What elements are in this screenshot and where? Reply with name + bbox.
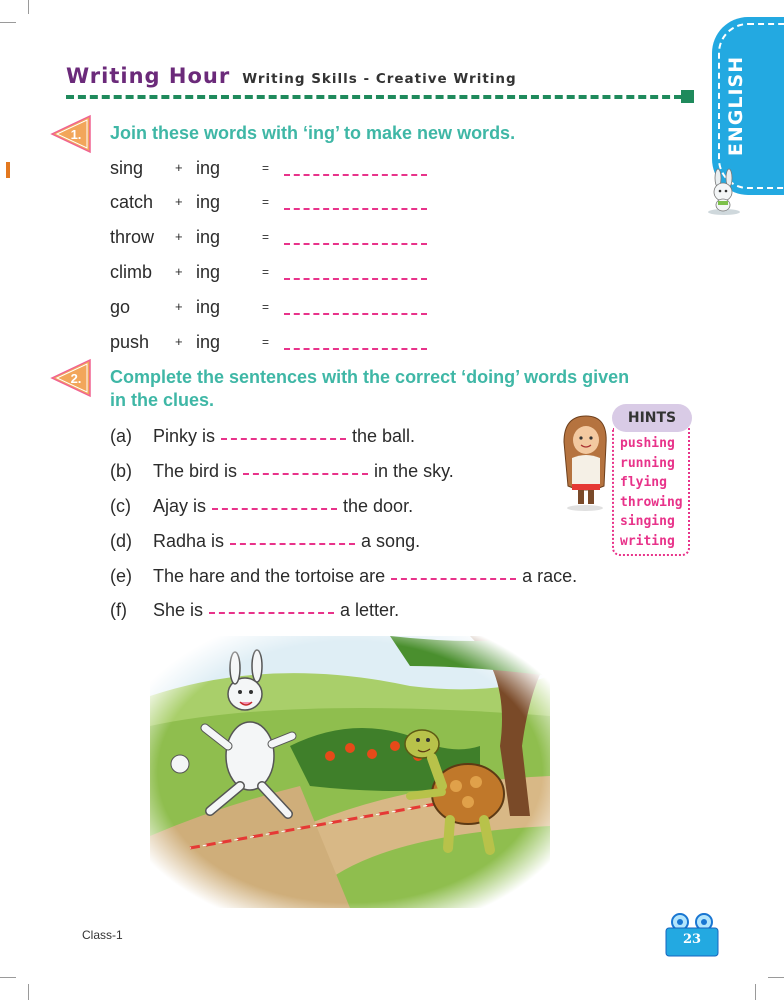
subject-tab-label: ENGLISH: [725, 55, 747, 157]
plus-sign: +: [175, 229, 183, 244]
sentence: [153, 597, 399, 623]
suffix: ing: [196, 297, 221, 317]
doll-mascot-icon: [556, 412, 614, 512]
question-2-instruction: [110, 366, 629, 412]
sentence: [153, 563, 577, 589]
bunny-mascot-icon: [704, 168, 744, 216]
sentence-start: She is: [153, 600, 204, 620]
sentence: [153, 423, 415, 449]
equals-sign: =: [262, 265, 270, 279]
sentence-end: the ball.: [352, 426, 416, 446]
suffix: ing: [196, 227, 221, 247]
plus-sign: +: [175, 194, 183, 209]
sentence-start: Ajay is: [153, 496, 207, 516]
sentence-end: a letter.: [340, 600, 400, 620]
hint-word: flying: [620, 475, 667, 490]
sentence: [153, 493, 413, 519]
crop-mark: [0, 22, 16, 23]
hints-title: HINTS: [612, 404, 692, 432]
answer-blank[interactable]: [230, 543, 355, 545]
answer-blank[interactable]: [284, 278, 427, 280]
answer-blank[interactable]: [221, 438, 346, 440]
base-word: sing: [110, 158, 144, 178]
question-1-badge: [50, 112, 94, 156]
crop-mark: [755, 984, 756, 1000]
plus-sign: +: [175, 264, 183, 279]
equals-sign: =: [262, 161, 270, 175]
sentence-end: a song.: [361, 531, 421, 551]
answer-blank[interactable]: [209, 612, 334, 614]
answer-blank[interactable]: [284, 208, 427, 210]
sentence: [153, 458, 454, 484]
question-2-badge: [50, 356, 94, 400]
sentence-start: Radha is: [153, 531, 225, 551]
plus-sign: +: [175, 160, 183, 175]
question-1-instruction: Join these words with ‘ing’ to make new words.: [110, 123, 516, 143]
equals-sign: =: [262, 230, 270, 244]
hint-word: writing: [620, 533, 675, 549]
instruction-line: Complete the sentences with the correct ‘doing’ words given: [110, 367, 630, 387]
equals-sign: =: [262, 300, 270, 314]
instruction-line: in the clues.: [110, 390, 215, 410]
answer-blank[interactable]: [212, 508, 337, 510]
base-word: go: [110, 297, 131, 317]
suffix: ing: [196, 192, 221, 212]
page-subtitle: Writing Skills - Creative Writing: [242, 71, 517, 87]
sentence: [153, 528, 420, 554]
item-letter: (d): [110, 531, 132, 551]
answer-blank[interactable]: [284, 313, 427, 315]
equals-sign: =: [262, 335, 270, 349]
item-letter: (c): [110, 496, 131, 516]
base-word: push: [110, 332, 150, 352]
answer-blank[interactable]: [284, 243, 427, 245]
suffix: ing: [196, 158, 221, 178]
item-letter: (a): [110, 426, 132, 446]
item-letter: (b): [110, 461, 132, 481]
hint-word: pushing: [620, 436, 675, 451]
hare-tortoise-illustration: [150, 636, 550, 908]
sentence-end: the door.: [343, 496, 414, 516]
item-letter: (f): [110, 600, 127, 620]
plus-sign: +: [175, 334, 183, 349]
sentence-end: in the sky.: [374, 461, 454, 481]
divider-end-square: [681, 90, 694, 103]
sentence-start: The hare and the tortoise are: [153, 566, 386, 586]
base-word: throw: [110, 227, 155, 247]
answer-blank[interactable]: [284, 174, 427, 176]
question-1-number: 1.: [70, 127, 82, 142]
crop-mark: [768, 977, 784, 978]
page-title: Writing Hour: [66, 64, 231, 88]
question-2-number: 2.: [70, 371, 82, 386]
base-word: climb: [110, 262, 153, 282]
crop-mark: [0, 977, 16, 978]
answer-blank[interactable]: [284, 348, 427, 350]
class-label: Class-1: [82, 928, 123, 942]
crop-mark: [28, 0, 29, 14]
sentence-end: a race.: [522, 566, 578, 586]
page-header: [66, 64, 517, 88]
sentence-start: Pinky is: [153, 426, 216, 446]
hints-box: [612, 428, 690, 556]
crop-mark: [28, 984, 29, 1000]
sentence-start: The bird is: [153, 461, 238, 481]
suffix: ing: [196, 262, 221, 282]
answer-blank[interactable]: [243, 473, 368, 475]
base-word: catch: [110, 192, 154, 212]
margin-mark: [6, 162, 10, 178]
hint-word: singing: [620, 514, 675, 529]
equals-sign: =: [262, 195, 270, 209]
plus-sign: +: [175, 299, 183, 314]
hint-word: throwing: [620, 494, 683, 510]
header-divider: [66, 95, 682, 99]
item-letter: (e): [110, 566, 132, 586]
answer-blank[interactable]: [391, 578, 516, 580]
hint-word: running: [620, 455, 675, 471]
suffix: ing: [196, 332, 221, 352]
page-number: 23: [682, 932, 702, 947]
